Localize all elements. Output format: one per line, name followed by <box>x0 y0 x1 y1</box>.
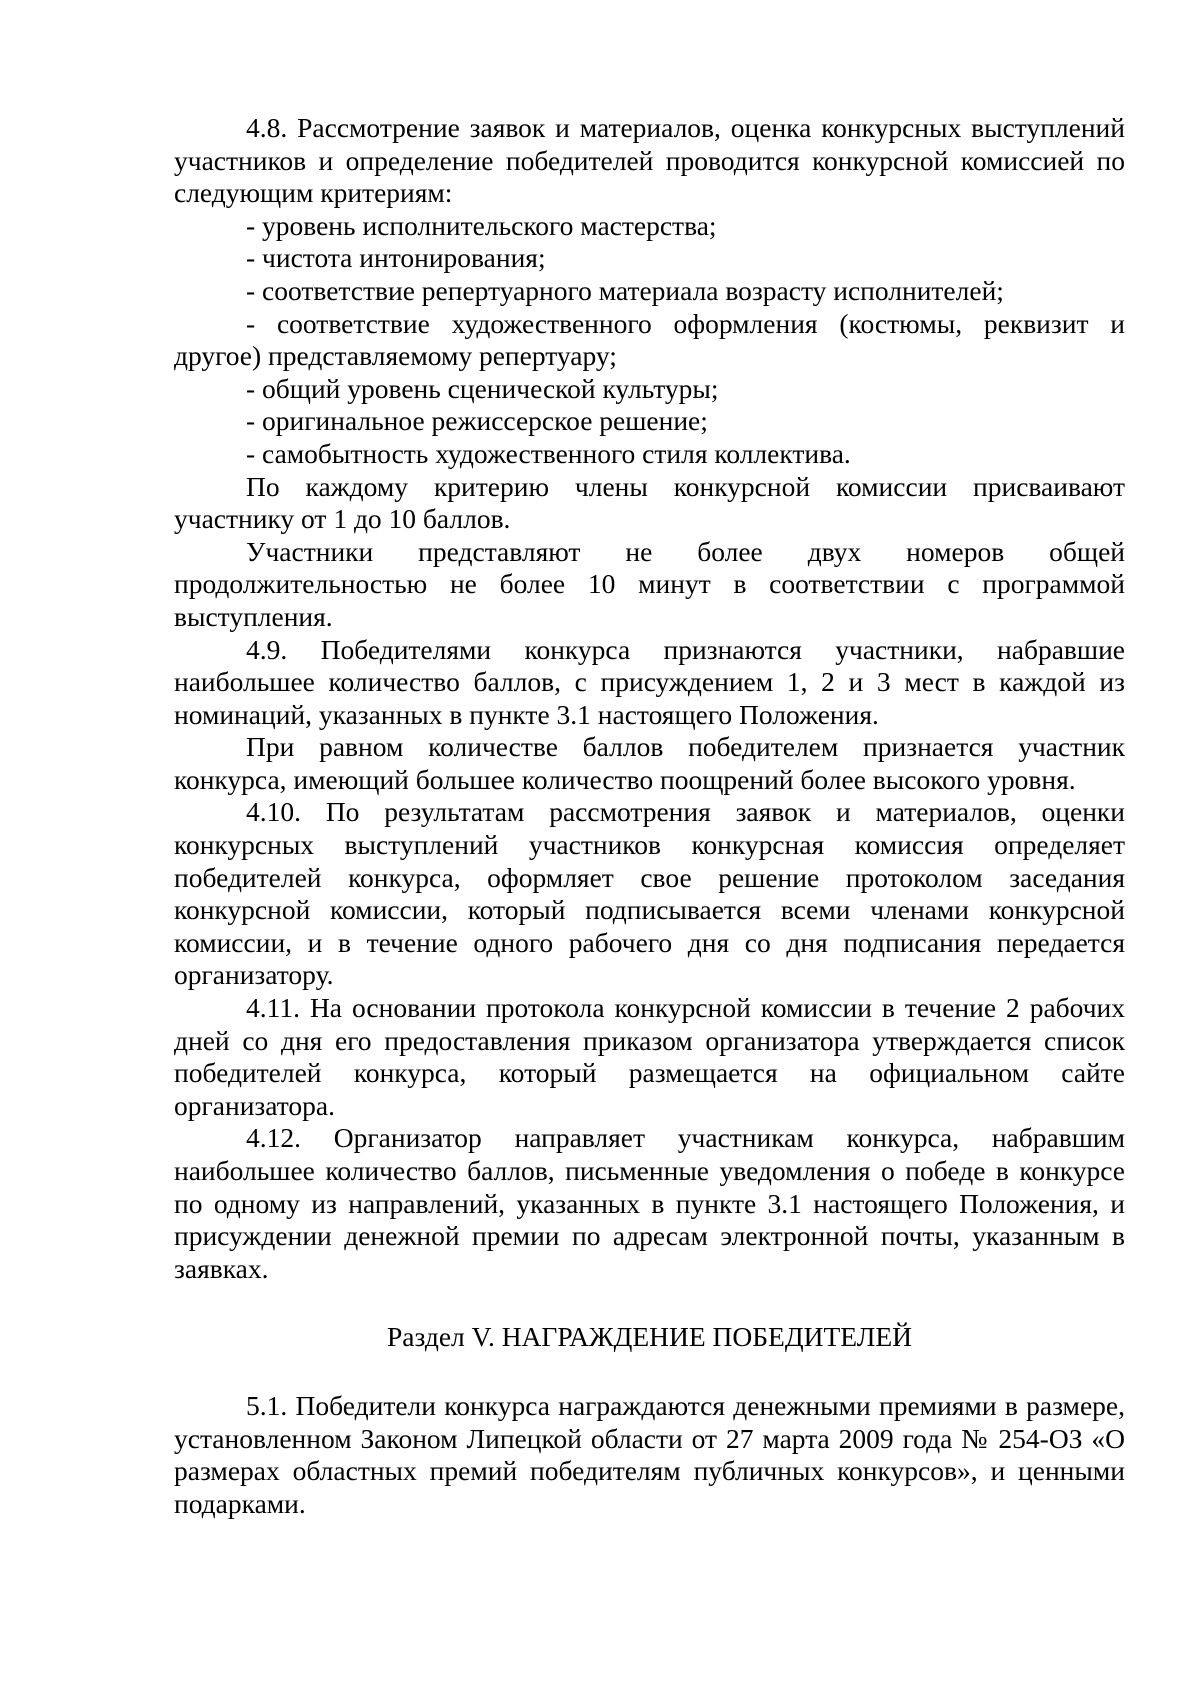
tie-paragraph: При равном количестве баллов победителем признается участник конкурса, имеющий большее количество поощрений более высокого уровня. <box>174 731 1125 795</box>
paragraph-4-10: 4.10. По результатам рассмотрения заявок и материалов, оценки конкурсных выступлений участников конкурсная комиссия определяет победителей конкурса, оформляет свое решение протоколом заседания конкурсной комиссии, который подписывается всеми членами конкурсной комиссии, и в течение одного рабочего дня со дня подписания передается организатору. <box>174 796 1125 991</box>
criterion-artistic-design: - соответствие художественного оформления (костюмы, реквизит и другое) представляемому репертуару; <box>174 307 1125 372</box>
paragraph-4-8: 4.8. Рассмотрение заявок и материалов, оценка конкурсных выступлений участников и определение победителей проводится конкурсной комиссией по следующим критериям: <box>174 112 1125 209</box>
spacer <box>174 1354 1125 1390</box>
criterion-skill: - уровень исполнительского мастерства; <box>246 209 717 241</box>
scoring-paragraph: По каждому критерию члены конкурсной комиссии присваивают участнику от 1 до 10 баллов. <box>174 470 1125 535</box>
criterion-directing: - оригинальное режиссерское решение; <box>246 405 708 437</box>
criterion-style: - самобытность художественного стиля коллектива. <box>246 437 851 469</box>
criterion-stage-culture: - общий уровень сценической культуры; <box>246 372 719 404</box>
paragraph-5-1: 5.1. Победители конкурса награждаются денежными премиями в размере, установленном Законом Липецкой области от 27 марта 2009 года № 254-ОЗ «О размерах областных премий победителям публичных конкурсов», и ценными подарками. <box>174 1389 1125 1519</box>
spacer <box>174 1285 1125 1321</box>
paragraph-4-9: 4.9. Победителями конкурса признаются участники, набравшие наибольшее количество баллов, с присуждением 1, 2 и 3 мест в каждой из номинаций, указанных в пункте 3.1 настоящего Положения. <box>174 633 1125 730</box>
paragraph-4-11: 4.11. На основании протокола конкурсной комиссии в течение 2 рабочих дней со дня его предоставления приказом организатора утверждается список победителей конкурса, который размещается на официальном сайте организатора. <box>174 992 1125 1121</box>
criterion-repertoire-age: - соответствие репертуарного материала возрасту исполнителей; <box>246 274 1004 306</box>
section-5-heading: Раздел V. НАГРАЖДЕНИЕ ПОБЕДИТЕЛЕЙ <box>386 1321 913 1353</box>
paragraph-4-12: 4.12. Организатор направляет участникам конкурса, набравшим наибольшее количество баллов, письменные уведомления о победе в конкурсе по одному из направлений, указанных в пункте 3.1 настоящего Положения, и присуждении денежной премии по адресам электронной почты, указанным в заявках. <box>174 1122 1125 1284</box>
participants-paragraph: Участники представляют не более двух номеров общей продолжительностью не более 10 минут в соответствии с программой выступления. <box>174 535 1125 632</box>
document-page <box>174 112 1125 1520</box>
criterion-intonation: - чистота интонирования; <box>246 242 546 274</box>
